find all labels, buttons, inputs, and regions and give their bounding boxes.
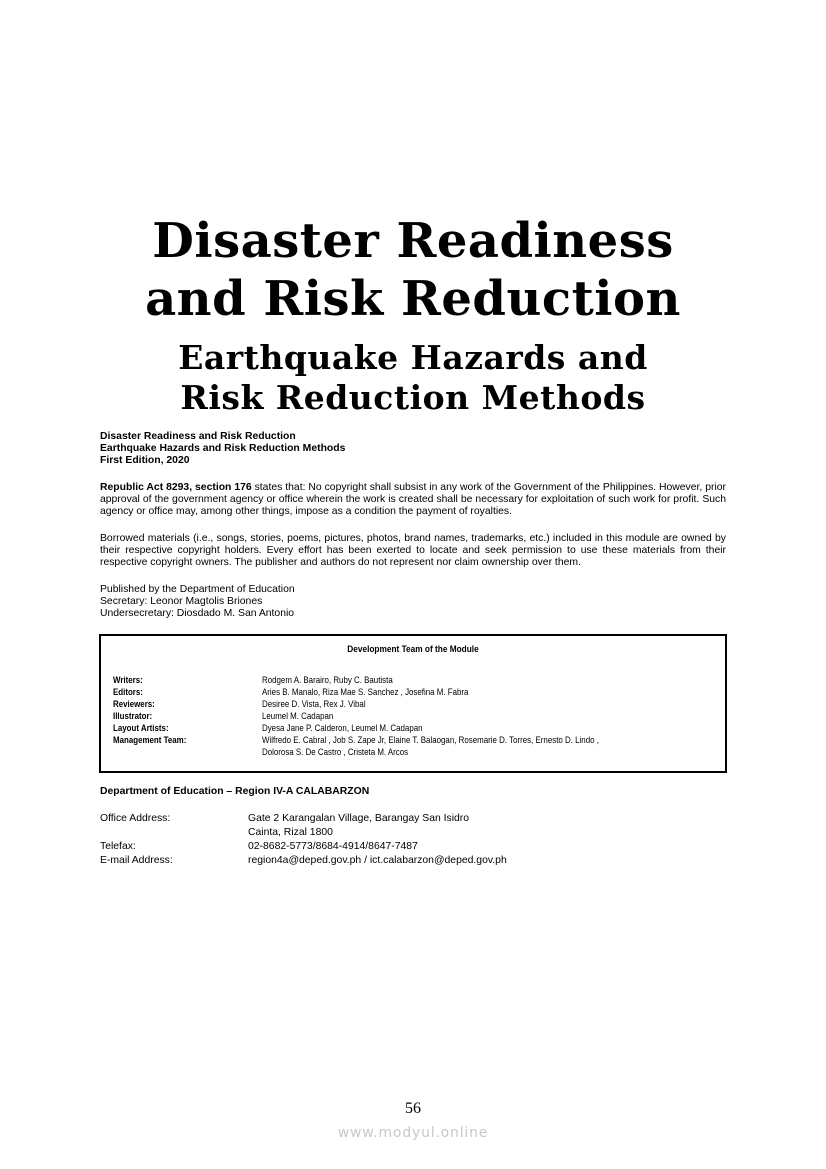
secretary-line: Secretary: Leonor Magtolis Briones [100, 596, 263, 608]
development-team-title: Development Team of the Module [347, 644, 479, 654]
team-names-continued: Dolorosa S. De Castro , Cristeta M. Arcos [262, 747, 409, 757]
watermark: www.modyul.online [337, 1125, 489, 1141]
team-role: Illustrator: [113, 711, 153, 721]
email-label: E-mail Address: [100, 855, 173, 866]
office-address-line-1: Gate 2 Karangalan Village, Barangay San Isidro [248, 813, 470, 824]
copyright-heading [100, 431, 726, 468]
team-names: Dyesa Jane P. Calderon, Leumel M. Cadapan [262, 723, 423, 733]
team-names: Wilfredo E. Cabral , Job S. Zape Jr, Elaine T. Balaogan, Rosemarie D. Torres, Ernesto D. Lindo , [262, 735, 599, 745]
team-names: Desiree D. Vista, Rex J. Vibal [262, 699, 366, 709]
publisher-info [100, 584, 726, 621]
team-role: Management Team: [113, 735, 187, 745]
borrowed-materials-notice: Borrowed materials (i.e., songs, stories, poems, pictures, photos, brand names, trademarks, etc.) included in this module are owned by their respective copyright holders. Every effort has been exerted to locate and seek permission to use these materials from their respective copyright owners. The publisher and authors do not represent nor claim ownership over them. [100, 533, 726, 569]
team-role: Writers: [113, 675, 143, 685]
email-value[interactable]: region4a@deped.gov.ph / ict.calabarzon@deped.gov.ph [248, 855, 507, 866]
subtitle-line-2: Risk Reduction Methods [180, 378, 646, 417]
team-names: Rodgem A. Barairo, Ruby C. Bautista [262, 675, 393, 685]
copyright-heading-line-1: Disaster Readiness and Risk Reduction [100, 431, 296, 442]
team-role: Layout Artists: [113, 723, 169, 733]
team-names: Leumel M. Cadapan [262, 711, 334, 721]
copyright-heading-line-3: First Edition, 2020 [100, 455, 190, 467]
copyright-notice [100, 482, 726, 519]
copyright-heading-line-2: Earthquake Hazards and Risk Reduction Methods [100, 443, 346, 455]
telefax-value: 02-8682-5773/8684-4914/8647-7487 [248, 841, 418, 852]
page-number: 56 [405, 1100, 421, 1117]
team-role: Reviewers: [113, 699, 155, 709]
copyright-notice-body: states that: No copyright shall subsist in any work of the Government of the Philippines. However, prior approval of the government agency or office wherein the work is created shall be necessary for exploitation of such work for profit. Such agency or office may, among other things, impose as a condition the payment of royalties. [100, 482, 726, 518]
main-title-line-1: Disaster Readiness [152, 213, 674, 269]
copyright-notice-lead: Republic Act 8293, section 176 [100, 482, 252, 493]
undersecretary-line: Undersecretary: Diosdado M. San Antonio [100, 608, 295, 620]
team-role: Editors: [113, 687, 143, 697]
subtitle-line-1: Earthquake Hazards and [178, 338, 648, 377]
publisher-line: Published by the Department of Education [100, 584, 295, 595]
department-heading: Department of Education – Region IV-A CALABARZON [100, 786, 370, 797]
telefax-label: Telefax: [100, 841, 136, 852]
office-address-label: Office Address: [100, 813, 171, 824]
office-address-line-2: Cainta, Rizal 1800 [248, 827, 333, 838]
development-team-box [99, 634, 727, 773]
main-title-line-2: and Risk Reduction [145, 271, 681, 327]
team-names: Aries B. Manalo, Riza Mae S. Sanchez , Josefina M. Fabra [262, 687, 469, 697]
